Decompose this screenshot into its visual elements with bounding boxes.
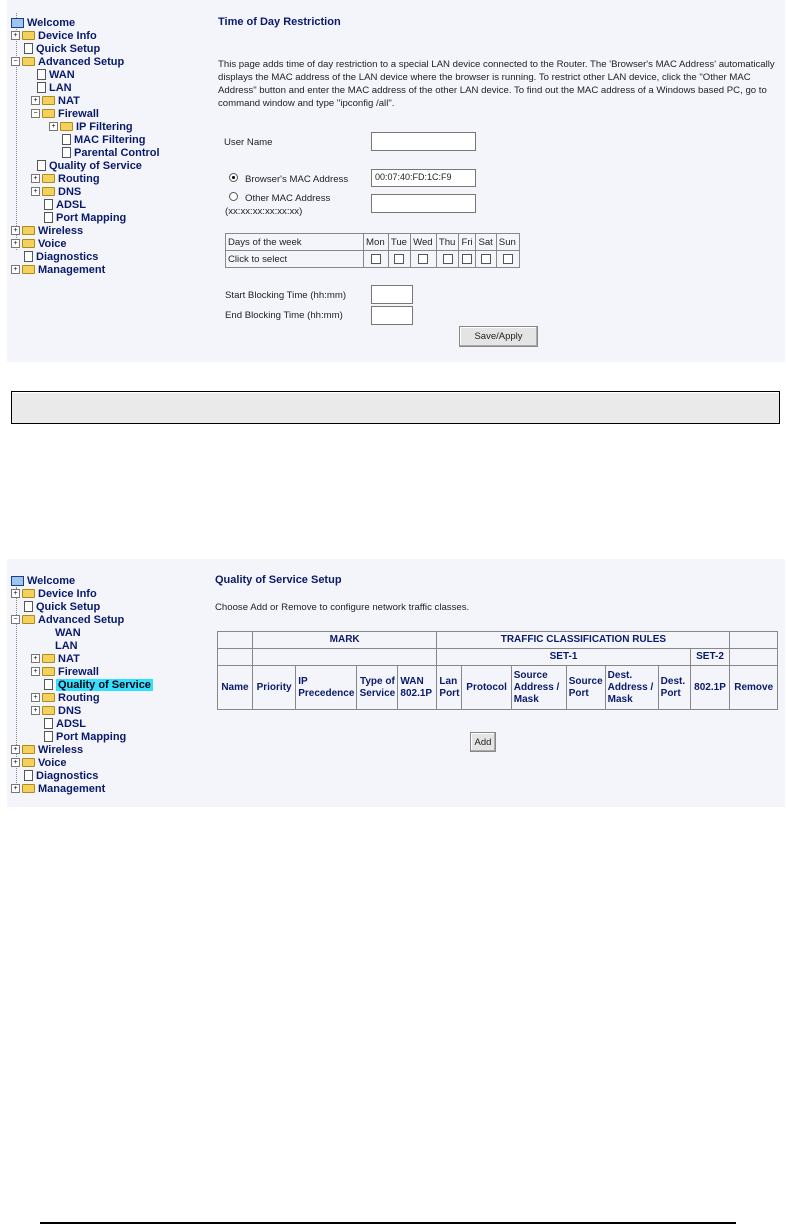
- fri-checkbox[interactable]: [462, 254, 472, 264]
- day-sat: Sat: [476, 234, 496, 251]
- collapse-icon[interactable]: −: [11, 57, 20, 66]
- col-source-address: Source Address / Mask: [511, 666, 566, 710]
- day-mon: Mon: [364, 234, 389, 251]
- folder-icon: [22, 745, 35, 754]
- page-title: Time of Day Restriction: [218, 16, 341, 28]
- tree-item-firewall[interactable]: − Firewall: [31, 107, 99, 120]
- page-icon: [62, 134, 71, 145]
- expand-icon[interactable]: +: [31, 693, 40, 702]
- tree-item-nat[interactable]: + NAT: [31, 652, 80, 665]
- thu-checkbox[interactable]: [443, 254, 453, 264]
- page-description: Choose Add or Remove to configure network traffic classes.: [215, 602, 470, 613]
- day-thu: Thu: [436, 234, 459, 251]
- tree-item-diagnostics[interactable]: Diagnostics: [22, 250, 98, 263]
- folder-icon: [42, 693, 55, 702]
- col-8021p: 802.1P: [690, 666, 730, 710]
- tree-item-voice[interactable]: + Voice: [11, 237, 67, 250]
- other-mac-input[interactable]: [371, 194, 476, 213]
- page-title: Quality of Service Setup: [215, 574, 342, 586]
- browser-mac-radio[interactable]: [229, 173, 238, 182]
- tree-item-dns[interactable]: + DNS: [31, 704, 81, 717]
- footer-rule: [40, 1222, 736, 1224]
- page-icon: [37, 69, 46, 80]
- folder-open-icon: [22, 57, 35, 66]
- page-icon: [24, 770, 33, 781]
- days-header: Days of the week: [226, 234, 364, 251]
- page-icon: [37, 160, 46, 171]
- col-lan-port: Lan Port: [437, 666, 462, 710]
- col-priority: Priority: [252, 666, 295, 710]
- separator-bar: [11, 391, 780, 424]
- tree-item-wireless[interactable]: + Wireless: [11, 224, 83, 237]
- page-icon: [24, 601, 33, 612]
- user-name-label: User Name: [224, 137, 273, 148]
- page-icon: [62, 147, 71, 158]
- collapse-icon[interactable]: −: [31, 109, 40, 118]
- tree-item-routing[interactable]: + Routing: [31, 172, 100, 185]
- tree-item-management[interactable]: + Management: [11, 782, 105, 795]
- expand-icon[interactable]: +: [11, 31, 20, 40]
- folder-icon: [22, 31, 35, 40]
- browser-mac-label: Browser's MAC Address: [245, 174, 349, 185]
- expand-icon[interactable]: +: [31, 174, 40, 183]
- tue-checkbox[interactable]: [394, 254, 404, 264]
- tree-item-nat[interactable]: + NAT: [31, 94, 80, 107]
- expand-icon[interactable]: +: [11, 784, 20, 793]
- expand-icon[interactable]: +: [49, 122, 58, 131]
- folder-icon: [22, 265, 35, 274]
- time-of-day-restriction-screen: [7, 0, 785, 362]
- tree-item-port-mapping[interactable]: Port Mapping: [42, 211, 126, 224]
- folder-icon: [22, 589, 35, 598]
- expand-icon[interactable]: +: [11, 265, 20, 274]
- tree-item-voice[interactable]: + Voice: [11, 756, 67, 769]
- day-fri: Fri: [459, 234, 476, 251]
- folder-icon: [42, 706, 55, 715]
- days-click-label: Click to select: [226, 251, 364, 268]
- folder-icon: [22, 784, 35, 793]
- folder-icon: [22, 226, 35, 235]
- tree-item-advanced-setup[interactable]: − Advanced Setup: [11, 55, 124, 68]
- folder-icon: [42, 96, 55, 105]
- tree-item-management[interactable]: + Management: [11, 263, 105, 276]
- tree-item-advanced-setup[interactable]: − Advanced Setup: [11, 613, 124, 626]
- col-ip-precedence: IP Precedence: [296, 666, 357, 710]
- tree-item-lan[interactable]: LAN: [35, 81, 72, 94]
- mon-checkbox[interactable]: [371, 254, 381, 264]
- other-mac-label: Other MAC Address: [245, 193, 331, 204]
- day-tue: Tue: [388, 234, 410, 251]
- folder-icon: [42, 174, 55, 183]
- tree-item-welcome[interactable]: Welcome: [11, 574, 75, 587]
- page-icon: [24, 251, 33, 262]
- col-protocol: Protocol: [462, 666, 511, 710]
- expand-icon[interactable]: +: [11, 589, 20, 598]
- tree-item-adsl[interactable]: ADSL: [42, 717, 86, 730]
- col-source-port: Source Port: [566, 666, 605, 710]
- tree-item-lan[interactable]: LAN: [55, 639, 78, 652]
- wed-checkbox[interactable]: [418, 254, 428, 264]
- tree-item-firewall[interactable]: + Firewall: [31, 665, 99, 678]
- traffic-rules-header: TRAFFIC CLASSIFICATION RULES: [437, 632, 730, 649]
- tree-item-quality-of-service[interactable]: Quality of Service: [35, 159, 142, 172]
- col-dest-port: Dest. Port: [658, 666, 690, 710]
- folder-icon: [22, 239, 35, 248]
- end-time-label: End Blocking Time (hh:mm): [225, 310, 343, 321]
- sun-checkbox[interactable]: [503, 254, 513, 264]
- tree-item-wireless[interactable]: + Wireless: [11, 743, 83, 756]
- quality-of-service-screen: [7, 559, 785, 807]
- page-icon: [24, 43, 33, 54]
- expand-icon[interactable]: +: [11, 745, 20, 754]
- tree-item-quality-of-service[interactable]: Quality of Service: [42, 678, 153, 691]
- expand-icon[interactable]: +: [31, 187, 40, 196]
- sat-checkbox[interactable]: [481, 254, 491, 264]
- qos-rules-table: [217, 631, 778, 710]
- expand-icon[interactable]: +: [11, 239, 20, 248]
- page-icon: [44, 731, 53, 742]
- folder-icon: [42, 187, 55, 196]
- tree-item-diagnostics[interactable]: Diagnostics: [22, 769, 98, 782]
- day-wed: Wed: [411, 234, 437, 251]
- days-table: [225, 233, 520, 268]
- page-icon: [44, 718, 53, 729]
- folder-icon: [60, 122, 73, 131]
- mark-header: MARK: [252, 632, 436, 649]
- tree-item-routing[interactable]: + Routing: [31, 691, 100, 704]
- folder-open-icon: [22, 615, 35, 624]
- tree-item-device-info[interactable]: + Device Info: [11, 587, 97, 600]
- set2-header: SET-2: [690, 649, 730, 666]
- page-icon: [37, 82, 46, 93]
- end-time-input[interactable]: [371, 306, 413, 325]
- page-icon: [44, 679, 53, 690]
- page-icon: [44, 212, 53, 223]
- start-time-label: Start Blocking Time (hh:mm): [225, 290, 347, 301]
- col-dest-address: Dest. Address / Mask: [605, 666, 658, 710]
- expand-icon[interactable]: +: [11, 758, 20, 767]
- folder-open-icon: [42, 109, 55, 118]
- mac-format-hint: (xx:xx:xx:xx:xx:xx): [225, 206, 303, 217]
- col-type-of-service: Type of Service: [357, 666, 398, 710]
- page-icon: [44, 199, 53, 210]
- tree-item-ip-filtering[interactable]: + IP Filtering: [49, 120, 133, 133]
- computer-icon: [11, 18, 24, 28]
- user-name-input[interactable]: [371, 132, 476, 151]
- tree-item-dns[interactable]: + DNS: [31, 185, 81, 198]
- add-button[interactable]: Add: [470, 732, 496, 752]
- expand-icon[interactable]: +: [11, 226, 20, 235]
- tree-item-quick-setup[interactable]: Quick Setup: [22, 600, 100, 613]
- expand-icon[interactable]: +: [31, 96, 40, 105]
- folder-icon: [42, 654, 55, 663]
- tree-item-mac-filtering[interactable]: MAC Filtering: [60, 133, 146, 146]
- tree-item-wan[interactable]: WAN: [55, 626, 81, 639]
- other-mac-radio[interactable]: [229, 192, 238, 201]
- tree-item-device-info[interactable]: + Device Info: [11, 29, 97, 42]
- expand-icon[interactable]: +: [31, 667, 40, 676]
- tree-item-welcome[interactable]: Welcome: [11, 16, 75, 29]
- tree-item-wan[interactable]: WAN: [35, 68, 75, 81]
- tree-item-adsl[interactable]: ADSL: [42, 198, 86, 211]
- start-time-input[interactable]: [371, 285, 413, 304]
- tree-item-parental-control[interactable]: Parental Control: [60, 146, 160, 159]
- page-description: This page adds time of day restriction to a special LAN device connected to the Router. The 'Browser's MAC Address' automatically displays the MAC address of the LAN device where the browser is running. To restrict other LAN device, click the "Other MAC Address" button and enter the MAC address of the other LAN device. To find out the MAC address of a Windows based PC, go to command window and type "ipconfig /all".: [218, 59, 775, 109]
- save-apply-button[interactable]: Save/Apply: [459, 326, 538, 347]
- computer-icon: [11, 576, 24, 586]
- expand-icon[interactable]: +: [31, 654, 40, 663]
- col-name: Name: [218, 666, 253, 710]
- folder-icon: [22, 758, 35, 767]
- expand-icon[interactable]: +: [31, 706, 40, 715]
- folder-icon: [42, 667, 55, 676]
- col-wan-8021p: WAN 802.1P: [398, 666, 437, 710]
- tree-item-quick-setup[interactable]: Quick Setup: [22, 42, 100, 55]
- browser-mac-field: 00:07:40:FD:1C:F9: [371, 169, 476, 187]
- day-sun: Sun: [496, 234, 519, 251]
- set1-header: SET-1: [437, 649, 690, 666]
- col-remove: Remove: [730, 666, 778, 710]
- tree-item-port-mapping[interactable]: Port Mapping: [42, 730, 126, 743]
- collapse-icon[interactable]: −: [11, 615, 20, 624]
